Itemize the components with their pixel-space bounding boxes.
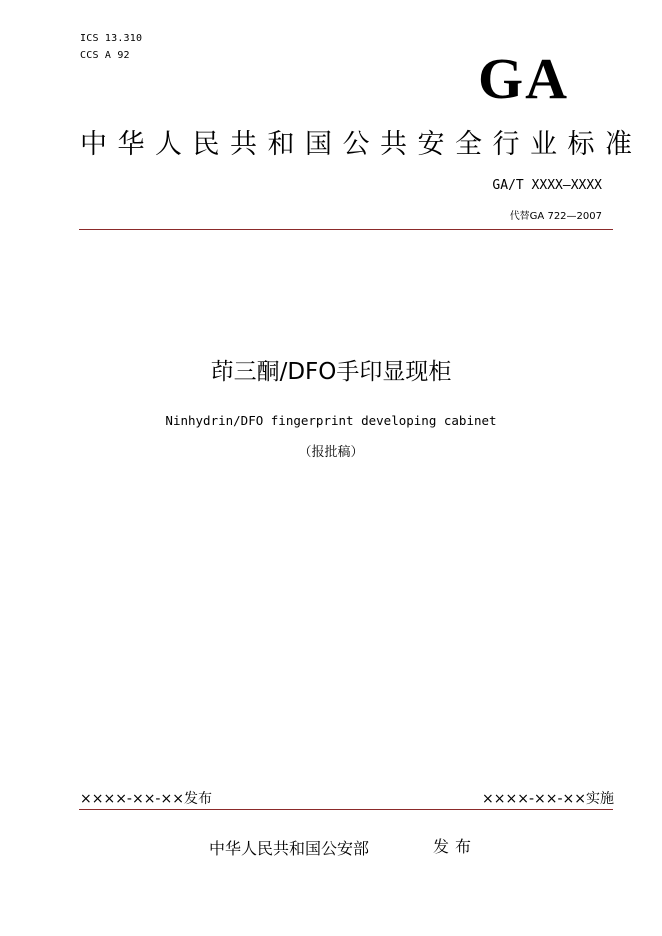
ga-logo: GA [478,46,569,111]
document-title-en: Ninhydrin/DFO fingerprint developing cabinet [165,413,497,428]
standard-code: GA/T XXXX—XXXX [492,178,602,193]
ccs-code: CCS A 92 [80,50,130,61]
standard-title: 中华人民共和国公共安全行业标准 [80,129,643,160]
footer-divider [79,809,613,810]
document-title-cn: 茚三酮/DFO手印显现柜 [210,359,452,385]
issue-label: 发布 [433,837,478,856]
draft-status: （报批稿） [298,445,364,460]
replaces-note: 代替GA 722—2007 [509,211,602,222]
issue-date: ××××-××-××发布 [80,791,212,807]
issuing-authority: 中华人民共和国公安部 [209,839,370,858]
implementation-date: ××××-××-××实施 [482,791,614,807]
ics-code: ICS 13.310 [80,33,143,44]
header-divider [79,229,613,230]
